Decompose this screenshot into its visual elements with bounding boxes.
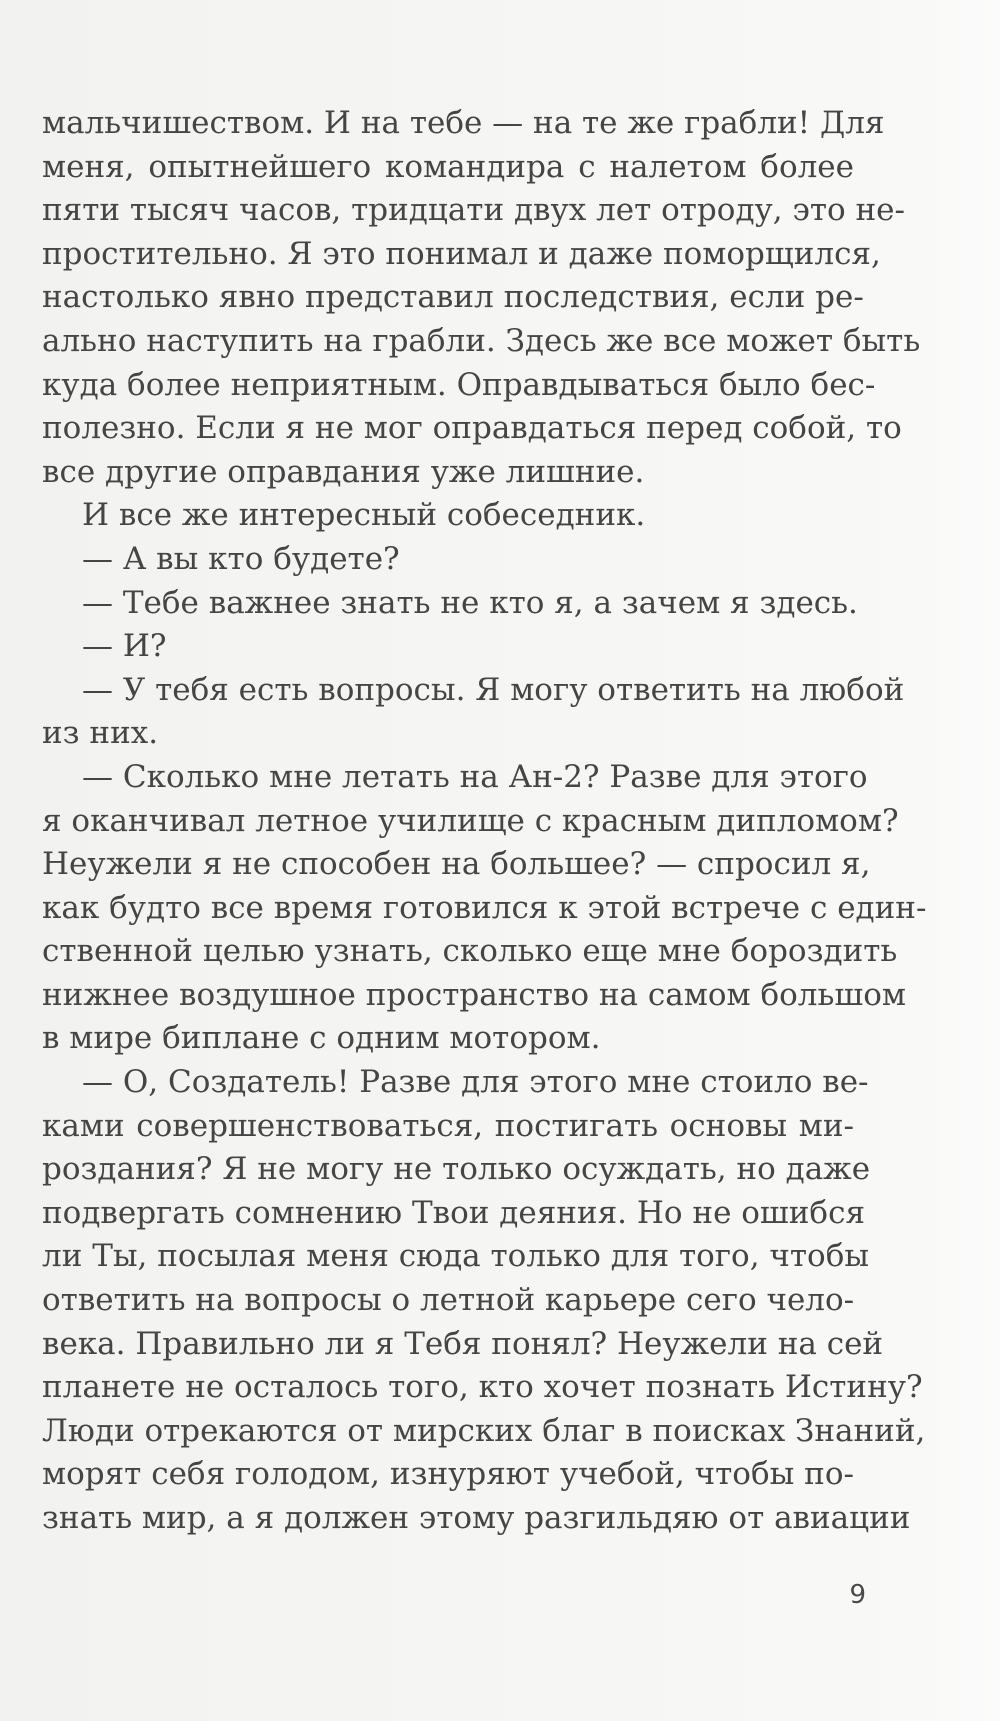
text-line: — О, Создатель! Разве для этого мне стоило ве- bbox=[82, 1064, 869, 1101]
text-line: планете не осталось того, кто хочет познать Истину? bbox=[42, 1369, 923, 1406]
dialogue-line bbox=[42, 1061, 926, 1541]
text-line: куда более неприятным. Оправдываться было бес- bbox=[42, 366, 876, 403]
text-line: я оканчивал летное училище с красным дипломом? bbox=[42, 802, 899, 839]
text-line: простительно. Я это понимал и даже поморщился, bbox=[42, 235, 881, 272]
dialogue-line bbox=[42, 625, 854, 669]
text-line: в мире биплане с одним мотором. bbox=[42, 1020, 601, 1057]
page-number: 9 bbox=[849, 1580, 866, 1610]
dialogue-line bbox=[42, 756, 927, 1061]
text-line: роздания? Я не могу не только осуждать, но даже bbox=[42, 1151, 871, 1188]
text-line: — А вы кто будете? bbox=[82, 540, 400, 577]
text-line: Люди отрекаются от мирских благ в поисках Знаний, bbox=[42, 1412, 926, 1449]
text-line: полезно. Если я не мог оправдаться перед собой, то bbox=[42, 410, 902, 447]
text-line: нижнее воздушное пространство на самом большом bbox=[42, 976, 906, 1013]
text-line: — Сколько мне летать на Ан-2? Разве для этого bbox=[82, 758, 868, 795]
text-line: меня, опытнейшего командира с налетом более bbox=[42, 148, 854, 185]
text-line: ственной целью узнать, сколько еще мне бороздить bbox=[42, 933, 898, 970]
dialogue-line bbox=[42, 582, 858, 626]
text-line: как будто все время готовился к этой встрече с един- bbox=[42, 889, 927, 926]
text-line: подвергать сомнению Твои деяния. Но не ошибся bbox=[42, 1194, 865, 1231]
text-line: морят себя голодом, изнуряют учебой, чтобы по- bbox=[42, 1456, 854, 1493]
text-line: ально наступить на грабли. Здесь же все может быть bbox=[42, 322, 921, 359]
text-line: пяти тысяч часов, тридцати двух лет отроду, это не- bbox=[42, 192, 905, 229]
text-line: Неужели я не способен на большее? — спросил я, bbox=[42, 846, 871, 883]
text-line: века. Правильно ли я Тебя понял? Неужели на сей bbox=[42, 1325, 884, 1362]
text-line: ли Ты, посылая меня сюда только для того, чтобы bbox=[42, 1238, 870, 1275]
body-text bbox=[42, 102, 927, 1541]
text-line: настолько явно представил последствия, если ре- bbox=[42, 279, 864, 316]
dialogue-line bbox=[42, 538, 854, 582]
text-line: из них. bbox=[42, 715, 159, 752]
text-line: И все же интересный собеседник. bbox=[82, 497, 646, 534]
text-line: — И? bbox=[82, 628, 167, 665]
text-line: ответить на вопросы о летной карьере сего чело- bbox=[42, 1282, 855, 1319]
text-line: — У тебя есть вопросы. Я могу ответить на любой bbox=[82, 671, 905, 708]
text-line: ками совершенствоваться, постигать основы ми- bbox=[42, 1107, 854, 1144]
text-line: — Тебе важнее знать не кто я, а зачем я здесь. bbox=[82, 584, 858, 621]
text-line: знать мир, а я должен этому разгильдяю от авиации bbox=[42, 1500, 911, 1536]
dialogue-line bbox=[42, 669, 905, 756]
text-line: мальчишеством. И на тебе — на те же грабли! Для bbox=[42, 105, 885, 141]
paragraph bbox=[42, 494, 854, 538]
text-line: все другие оправдания уже лишние. bbox=[42, 453, 645, 490]
paragraph bbox=[42, 102, 921, 494]
